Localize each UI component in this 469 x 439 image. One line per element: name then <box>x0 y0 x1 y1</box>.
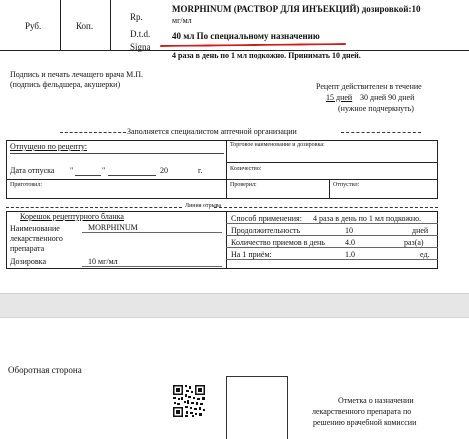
kop-label: Коп. <box>76 21 94 31</box>
pharmacy-table-divider <box>226 140 227 199</box>
stub-duration-value: 10 <box>345 226 353 235</box>
stub-count-unit: раз(а) <box>404 238 424 247</box>
day-blank <box>75 175 101 176</box>
header-divider-1 <box>60 0 61 50</box>
commission-mark-line-1: Отметка о назначении <box>338 396 414 405</box>
stub-title: Корешок рецептурного бланка <box>20 212 124 221</box>
date-quote-open: " <box>70 166 74 175</box>
cutline-dash-left <box>6 207 182 208</box>
signa-text: 4 раза в день по 1 мл подкожно. Принимать 10 дней. <box>172 51 361 60</box>
validity-note: (нужное подчеркнуть) <box>338 104 414 113</box>
stub-duration-label: Продолжительность <box>231 226 301 235</box>
stub-right-rule-2 <box>226 235 438 236</box>
validity-label: Рецепт действителен в течение <box>316 82 422 91</box>
stub-duration-unit: дней <box>412 226 429 235</box>
stub-per-dose-unit: ед. <box>420 250 430 259</box>
stub-count-value: 4.0 <box>345 238 355 247</box>
pharmacy-row-rule-1 <box>226 162 438 163</box>
year-20: 20 <box>160 166 168 175</box>
section-title-dash-right <box>341 132 421 133</box>
header-divider-2 <box>110 0 111 50</box>
cutline-label: Линия отрыва <box>185 203 222 209</box>
stub-name-label-2: лекарственного <box>10 234 63 243</box>
stub-name-label-1: Наименование <box>10 224 60 233</box>
validity-other-days: 30 дней 90 дней <box>360 93 415 102</box>
dispensed-label: Отпустил: <box>333 182 360 188</box>
rp-drug-line-unit: мг/мл <box>172 16 192 25</box>
back-side-label: Оборотная сторона <box>8 365 82 375</box>
month-blank <box>108 175 156 176</box>
release-date-label: Дата отпуска <box>10 166 55 175</box>
released-label: Отпущено по рецепту: <box>10 142 87 151</box>
pharmacy-section-title: Заполняется специалистом аптечной организации <box>127 127 297 136</box>
rp-drug-line: MORPHINUM (РАСТВОР ДЛЯ ИНЪЕКЦИЙ) дозировкой:10 <box>172 4 421 14</box>
date-quote-close: " <box>102 166 106 175</box>
stub-dose-underline <box>82 266 222 267</box>
stub-right-rule-4 <box>226 259 438 260</box>
stub-count-label: Количество приемов в день <box>231 238 325 247</box>
page-gap <box>0 293 469 318</box>
section-title-dash-left <box>60 132 126 133</box>
stub-dose-label: Дозировка <box>10 257 46 266</box>
pharmacy-divider-checked <box>329 179 330 199</box>
stub-method-value: 4 раза в день по 1 мл подкожно. <box>313 214 422 223</box>
commission-mark-line-3: решению врачебной комиссии <box>313 418 417 427</box>
red-underline-mark <box>160 43 346 47</box>
rub-label: Руб. <box>25 21 42 31</box>
dtd-label: D.t.d. <box>130 29 151 39</box>
stub-per-dose-label: На 1 приём: <box>231 250 272 259</box>
cutline-dash-right <box>214 207 438 208</box>
pharmacy-row-rule-2 <box>6 179 438 180</box>
validity-15-days: 15 дней <box>326 93 353 102</box>
doctor-signature-label: Подпись и печать лечащего врача М.П. <box>10 70 143 79</box>
stub-name-label-3: препарата <box>10 244 45 253</box>
quantity-label: Количество: <box>230 166 262 172</box>
year-g: г. <box>198 166 203 175</box>
stub-right-rule-1 <box>226 223 438 224</box>
stub-dose-value: 10 мг/мл <box>88 257 118 266</box>
stub-name-value: MORPHINUM <box>88 223 138 232</box>
signa-label: Signa <box>130 42 151 52</box>
stub-right-rule-3 <box>226 247 438 248</box>
checked-label: Проверил: <box>230 182 257 188</box>
rp-label: Rp. <box>130 12 143 22</box>
stub-name-underline <box>82 232 222 233</box>
prescription-back-sheet <box>0 318 469 439</box>
qr-code-icon <box>172 384 206 418</box>
stub-method-label: Способ применения: <box>231 214 302 223</box>
released-underline <box>10 153 224 154</box>
feldsher-signature-label: (подпись фельдшера, акушерки) <box>10 80 121 89</box>
dtd-text: 40 мл По специальному назначению <box>172 31 320 41</box>
prepared-label: Приготовил: <box>10 182 43 188</box>
trade-name-label: Торговое наименование и дозировка: <box>230 142 325 148</box>
stub-per-dose-value: 1.0 <box>345 250 355 259</box>
commission-stamp-box <box>226 376 288 439</box>
stub-divider <box>226 211 227 269</box>
commission-mark-line-2: лекарственного препарата по <box>312 407 412 416</box>
